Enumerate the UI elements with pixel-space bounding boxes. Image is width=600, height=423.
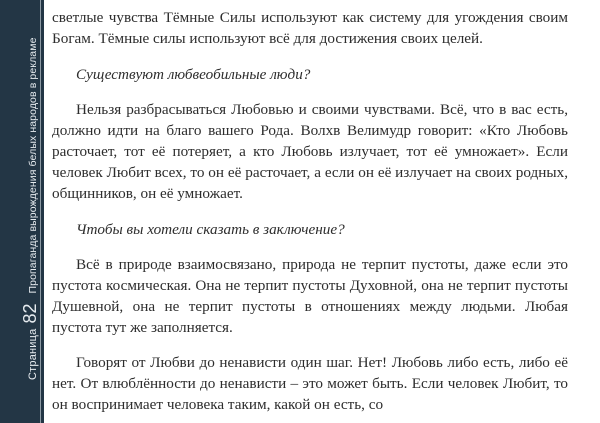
question-heading: Существуют любвеобильные люди? [76,66,311,83]
sidebar [0,0,44,423]
paragraph: Говорят от Любви до ненависти один шаг. Нет! Любовь либо есть, либо её нет. От влюблённости до ненависти – это может быть. Если человек Любит, то он воспринимает человека таким, какой он есть, со [52,354,568,413]
question-heading: Чтобы вы хотели сказать в заключение? [76,221,345,238]
paragraph: Нельзя разбрасываться Любовью и своими чувствами. Всё, что в вас есть, должно идти на благо вашего Рода. Волхв Велимудр говорит: «Кто Любовь расточает, тот её потеряет, а кто Любовь излучает, тот её умножает». Если человек Любит всех, то он её расточает, а если он её излучает на своих родных, общинников, он её умножает. [52,101,568,202]
sidebar-running-header [20,37,41,380]
running-title: Пропаганда вырождения белых народов в рекламе [27,37,39,294]
page-content [52,0,568,423]
page-label: Страница [27,328,39,380]
paragraph-continued: светлые чувства Тёмные Силы используют как систему для угождения своим Богам. Тёмные силы используют всё для достижения своих целей. [52,9,568,47]
sidebar-divider [40,0,41,423]
paragraph: Всё в природе взаимосвязано, природа не терпит пустоты, даже если это пустота космическая. Она не терпит пустоты Духовной, она не терпит пустоты Душевной, она не терпит пустоты в отношениях между людьми. Любая пустота тут же заполняется. [52,256,568,336]
page-number: 82 [20,303,40,324]
